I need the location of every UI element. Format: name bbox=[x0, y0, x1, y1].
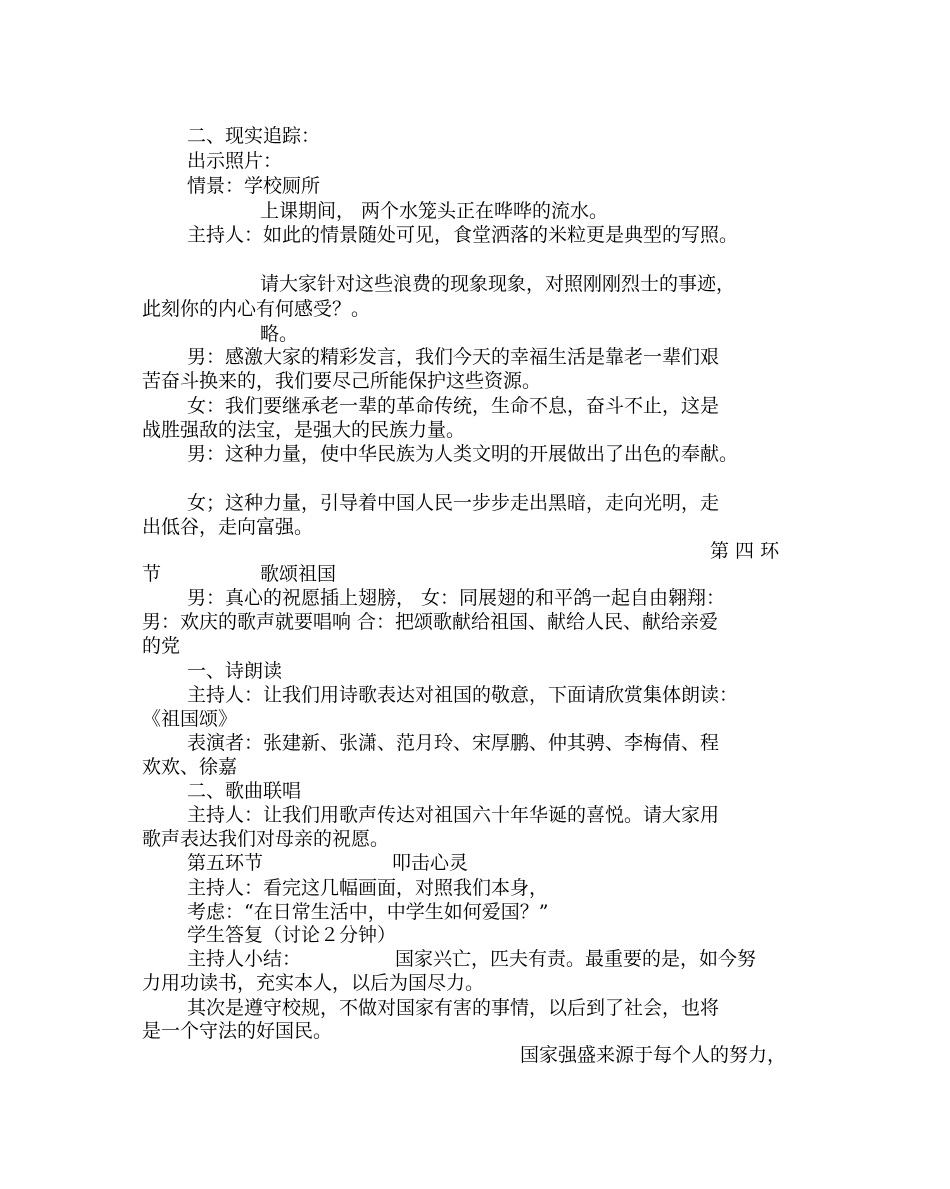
text-line: 女；这种力量，引导着中国人民一步步走出黑暗，走向光明，走 bbox=[187, 492, 720, 514]
text-line: 主持人：看完这几幅画面，对照我们本身， bbox=[187, 877, 549, 899]
text-line: 考虑：“在日常生活中，中学生如何爱国？” bbox=[187, 901, 549, 923]
text-line: 歌声表达我们对母亲的祝愿。 bbox=[142, 828, 390, 850]
text-line: 出低谷，走向富强。 bbox=[142, 516, 314, 538]
section-heading: 第 四 环 bbox=[710, 540, 780, 562]
text-line: 欢欢、徐嘉 bbox=[142, 756, 238, 778]
text-line: 主持人：如此的情景随处可见，食堂洒落的米粒更是典型的写照。 bbox=[187, 224, 739, 246]
text-line: 主持人：让我们用歌声传达对祖国六十年华诞的喜悦。请大家用 bbox=[187, 804, 720, 826]
text-line: 男：感激大家的精彩发言，我们今天的幸福生活是靠老一辈们艰 bbox=[187, 346, 720, 368]
text-line: 情景：学校厕所 bbox=[187, 175, 321, 197]
text-line: 国家强盛来源于每个人的努力， bbox=[520, 1044, 787, 1066]
text-line: 二、歌曲联唱 bbox=[187, 780, 302, 802]
text-line: 男：真心的祝愿插上翅膀， 女：同展翅的和平鸽一起自由翱翔： bbox=[187, 587, 726, 609]
text-line: 主持人小结： bbox=[187, 948, 302, 970]
text-line: 二、现实追踪： bbox=[187, 125, 321, 147]
text-line: 略。 bbox=[260, 323, 299, 345]
section-heading: 第五环节 bbox=[187, 852, 264, 874]
text-line: 是一个守法的好国民。 bbox=[142, 1020, 333, 1042]
text-line: 国家兴亡，匹夫有责。最重要的是，如今努 bbox=[395, 948, 757, 970]
text-line: 主持人：让我们用诗歌表达对祖国的敬意，下面请欣赏集体朗读： bbox=[187, 684, 739, 706]
text-line: 此刻你的内心有何感受？。 bbox=[142, 298, 371, 320]
text-line: 请大家针对这些浪费的现象现象，对照刚刚烈士的事迹， bbox=[260, 273, 736, 295]
text-line: 战胜强敌的法宝，是强大的民族力量。 bbox=[142, 419, 466, 441]
text-line: 其次是遵守校规，不做对国家有害的事情，以后到了社会，也将 bbox=[187, 997, 720, 1019]
text-line: 男：欢庆的歌声就要唱响 合：把颂歌献给祖国、献给人民、献给亲爱 bbox=[142, 611, 719, 633]
text-line: 男：这种力量，使中华民族为人类文明的开展做出了出色的奉献。 bbox=[187, 443, 739, 465]
text-line: 苦奋斗换来的，我们要尽己所能保护这些资源。 bbox=[142, 370, 542, 392]
text-line: 女：我们要继承老一辈的革命传统，生命不息，奋斗不止，这是 bbox=[187, 395, 720, 417]
section-title: 歌颂祖国 bbox=[260, 563, 337, 585]
text-line: 力用功读书，充实本人，以后为国尽力。 bbox=[142, 972, 485, 994]
text-line: 表演者：张建新、张潇、范月玲、宋厚鹏、仲其骋、李梅倩、程 bbox=[187, 732, 720, 754]
text-line: 一、诗朗读 bbox=[187, 660, 283, 682]
text-line: 《祖国颂》 bbox=[142, 708, 238, 730]
section-heading: 节 bbox=[142, 563, 162, 585]
text-line: 的党 bbox=[142, 635, 181, 657]
text-line: 出示照片： bbox=[187, 150, 283, 172]
text-line: 上课期间， 两个水笼头正在哗哗的流水。 bbox=[260, 200, 609, 222]
section-title: 叩击心灵 bbox=[392, 852, 469, 874]
text-line: 学生答复（讨论２分钟） bbox=[187, 924, 397, 946]
